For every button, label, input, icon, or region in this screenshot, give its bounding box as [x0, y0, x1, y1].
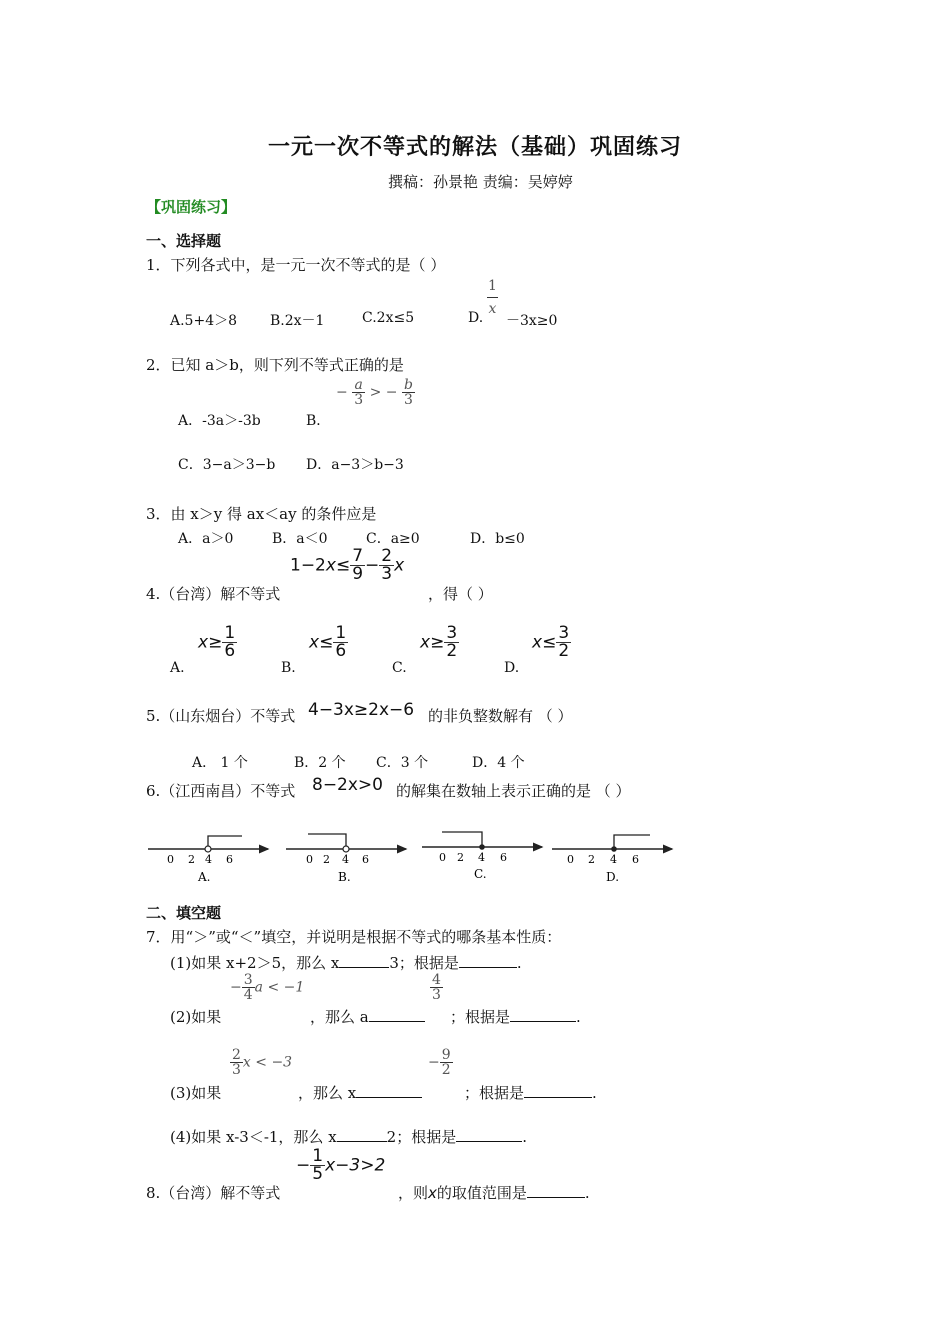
q7-s2-end — [450, 1006, 581, 1027]
q4-option-d-label: D. — [504, 660, 520, 676]
tick-label: 0 — [167, 853, 174, 866]
q4-b-op: ≤ — [319, 632, 334, 653]
q6-tail: 的解集在数轴上表示正确的是 （ ） — [396, 782, 631, 800]
tick-label: 0 — [567, 853, 574, 866]
q4-b-denominator: 6 — [335, 641, 347, 661]
q5-stem: 5.（山东烟台）不等式 — [146, 707, 296, 725]
q7-s4-text-b: 2；根据是 — [386, 1128, 457, 1146]
q8-stem: 8.（台湾）解不等式 — [146, 1184, 281, 1202]
q7-s2-numerator: 3 — [243, 972, 253, 988]
q7-s2-text-c: ；根据是 — [450, 1008, 511, 1026]
q8-tail-expression: x−3>2 — [325, 1155, 386, 1176]
q2-b-lhs-numerator: a — [354, 377, 363, 393]
q7-s2-value — [430, 973, 443, 1002]
q3-option-a: A．a＞0 — [178, 531, 234, 547]
q4-option-a-expr — [198, 625, 237, 660]
q7-s3-text: ，那么 x — [298, 1084, 357, 1102]
q7-s3-end — [464, 1082, 597, 1103]
q7-s3-period: . — [592, 1084, 597, 1102]
q8-numerator: 1 — [312, 1146, 324, 1166]
tick-label: 0 — [306, 853, 313, 866]
q2-option-b-label: B． — [306, 413, 331, 429]
tick-label: 4 — [205, 853, 212, 866]
q4-f2-numerator: 2 — [381, 546, 393, 566]
q4-eq-x: x — [325, 555, 336, 576]
tick-label: 4 — [478, 851, 485, 864]
q6-inequality: 8−2x>0 — [312, 775, 383, 795]
tick-label: 6 — [362, 853, 369, 866]
number-line-c — [422, 832, 542, 881]
q4-option-b-label: B. — [281, 660, 296, 676]
q7-s1 — [170, 952, 522, 973]
section-tag: 【巩固练习】 — [146, 198, 237, 216]
q4-c-numerator: 3 — [446, 623, 458, 643]
q7-s2-text: ，那么 a — [310, 1008, 369, 1026]
open-dot — [205, 846, 211, 852]
q5-option-c: C．3 个 — [376, 755, 429, 771]
tick-label: 2 — [457, 851, 464, 864]
q3-option-b: B．a＜0 — [272, 531, 328, 547]
q5-option-b: B．2 个 — [294, 755, 346, 771]
q5-inequality: 4−3x≥2x−6 — [308, 700, 415, 720]
q4-option-d-expr — [532, 625, 571, 660]
q7-s2-label: (2)如果 — [170, 1008, 222, 1026]
q4-option-b-expr — [309, 625, 348, 660]
q7-s3-blank[interactable] — [356, 1083, 422, 1098]
q7-s1-reason-blank[interactable] — [459, 953, 517, 968]
q7-s3-value-denominator: 2 — [441, 1062, 451, 1078]
q8-answer-blank[interactable] — [527, 1183, 585, 1198]
q8-tail2: 的取值范围是 — [436, 1184, 527, 1202]
q4-d-denominator: 2 — [558, 641, 570, 661]
q4-a-denominator: 6 — [224, 641, 236, 661]
q4-stem: 4.（台湾）解不等式 — [146, 585, 281, 603]
q3-option-c: C．a≥0 — [366, 531, 420, 547]
q3-stem: 3．由 x＞y 得 ax＜ay 的条件应是 — [146, 505, 377, 523]
q2-option-b-expression: − $\frac{a}{3}$ > − $\frac{b}{3}$ — [336, 377, 413, 408]
q8-tail: ，则 — [398, 1184, 429, 1202]
q8-var: x — [428, 1184, 437, 1202]
q2-option-d: D．a−3＞b−3 — [306, 457, 404, 473]
q8-end — [398, 1182, 590, 1203]
q1-option-d-label: D. — [468, 310, 484, 326]
tick-label: 2 — [588, 853, 595, 866]
q4-eq-left: 1−2 — [290, 555, 326, 576]
figure-label-d: D. — [606, 870, 620, 884]
q7-s3-text-c: ；根据是 — [464, 1084, 525, 1102]
page-title: 一元一次不等式的解法（基础）巩固练习 — [267, 134, 682, 160]
q2-stem: 2．已知 a＞b，则下列不等式正确的是 — [146, 356, 404, 374]
figure-label-c: C. — [474, 867, 487, 881]
number-line-b — [286, 834, 406, 884]
q4-eq-minus: − — [365, 555, 380, 576]
q4-d-op: ≤ — [542, 632, 557, 653]
q4-eq-x2: x — [394, 555, 405, 576]
q7-s3-expression — [230, 1048, 292, 1077]
number-line-a — [148, 836, 268, 884]
q7-s1-text: (1)如果 x+2＞5，那么 x — [170, 954, 340, 972]
q8-denominator: 5 — [312, 1164, 324, 1184]
q7-s3-numerator: 2 — [232, 1047, 241, 1063]
tick-label: 4 — [610, 853, 617, 866]
q7-s4-period: . — [522, 1128, 527, 1146]
q7-stem: 7．用“＞”或“＜”填空，并说明是根据不等式的哪条基本性质： — [146, 928, 562, 946]
closed-dot — [611, 846, 617, 852]
q4-c-op: ≥ — [430, 632, 445, 653]
q7-s2-reason-blank[interactable] — [510, 1007, 576, 1022]
q1-option-c: C.2x≤5 — [362, 310, 415, 326]
tick-label: 4 — [342, 853, 349, 866]
figure-label-a: A. — [198, 870, 211, 884]
q6-stem: 6.（江西南昌）不等式 — [146, 782, 296, 800]
q7-s3-mid — [298, 1082, 422, 1103]
q4-a-op: ≥ — [208, 632, 223, 653]
q1-option-d-rest: －3x≥0 — [506, 313, 558, 329]
q4-a-numerator: 1 — [224, 623, 236, 643]
q4-eq-op: ≤ — [335, 555, 351, 576]
tick-label: 6 — [226, 853, 233, 866]
q7-s2-tail: a < −1 — [254, 979, 305, 996]
q2-b-rhs-numerator: b — [403, 377, 413, 393]
q5-option-a: A． 1 个 — [192, 755, 248, 771]
q8-period: . — [584, 1184, 590, 1202]
number-line-figure — [140, 825, 680, 887]
q7-s1-blank[interactable] — [339, 953, 389, 968]
q7-s3-value-numerator: 9 — [441, 1047, 451, 1063]
q4-c-denominator: 2 — [446, 641, 458, 661]
q5-option-d: D．4 个 — [472, 755, 525, 771]
q4-a-x: x — [198, 632, 209, 653]
tick-label: 0 — [439, 851, 446, 864]
q1-option-a: A.5+4＞8 — [170, 313, 238, 329]
q4-inequality — [290, 548, 404, 583]
q7-s2-expression: − $\frac{3}{4}$ a < −1 — [230, 972, 305, 1003]
q7-s3-tail: x < −3 — [242, 1054, 293, 1071]
q7-s3-label: (3)如果 — [170, 1084, 222, 1102]
q7-s2-period: . — [576, 1008, 581, 1026]
q8-minus: − — [296, 1155, 311, 1176]
q2-b-rhs-denominator: 3 — [403, 392, 413, 408]
tick-label: 6 — [500, 851, 507, 864]
q2-option-a: A．-3a＞-3b — [178, 413, 261, 429]
closed-dot — [479, 844, 485, 850]
q4-option-c-expr — [420, 625, 459, 660]
q7-s2-mid — [310, 1006, 425, 1027]
q7-s1-text-b: 3；根据是 — [389, 954, 459, 972]
q4-d-x: x — [532, 632, 543, 653]
q4-f1-numerator: 7 — [352, 546, 364, 566]
tick-label: 6 — [632, 853, 639, 866]
q3-option-d: D．b≤0 — [470, 531, 525, 547]
open-dot — [343, 846, 349, 852]
q1-option-b: B.2x－1 — [270, 313, 325, 329]
q1-stem: 1．下列各式中，是一元一次不等式的是（ ） — [146, 256, 446, 274]
q7-s3-reason-blank[interactable] — [524, 1083, 592, 1098]
q1-d-denominator: x — [487, 297, 499, 316]
q4-option-a-label: A. — [170, 660, 185, 676]
q7-s2-value-numerator: 4 — [432, 972, 441, 988]
byline: 撰稿：孙景艳 责编：吴婷婷 — [388, 173, 573, 191]
tick-label: 2 — [323, 853, 330, 866]
q7-s4-reason-blank[interactable] — [456, 1127, 522, 1142]
q4-f2-denominator: 3 — [381, 564, 393, 584]
q7-s3-value: − $\frac{9}{2}$ — [428, 1047, 451, 1078]
q4-b-x: x — [309, 632, 320, 653]
q7-s2-blank[interactable] — [369, 1007, 425, 1022]
figure-label-b: B. — [338, 870, 351, 884]
q1-option-d-fraction — [486, 279, 499, 316]
q7-s2-value-denominator: 3 — [432, 987, 441, 1003]
part-one-heading: 一、选择题 — [146, 232, 222, 250]
number-line-d — [552, 835, 672, 884]
q5-tail: 的非负整数解有 （ ） — [428, 707, 573, 725]
tick-label: 2 — [188, 853, 195, 866]
q2-b-lhs-denominator: 3 — [354, 392, 364, 408]
q7-s3-denominator: 3 — [232, 1062, 241, 1078]
q4-f1-denominator: 9 — [352, 564, 364, 584]
q7-s4 — [170, 1126, 527, 1147]
q1-d-numerator: 1 — [488, 278, 497, 294]
part-two-heading: 二、填空题 — [146, 904, 222, 922]
q7-s4-text: (4)如果 x-3＜-1，那么 x — [170, 1128, 337, 1146]
q4-option-c-label: C. — [392, 660, 407, 676]
q2-option-c: C．3−a＞3−b — [178, 457, 276, 473]
q7-s2-denominator: 4 — [243, 987, 253, 1003]
q4-b-numerator: 1 — [335, 623, 347, 643]
q4-tail: ，得（ ） — [428, 585, 493, 603]
q4-d-numerator: 3 — [558, 623, 570, 643]
q7-s4-blank[interactable] — [337, 1127, 387, 1142]
q8-inequality — [296, 1148, 385, 1183]
q4-c-x: x — [420, 632, 431, 653]
q7-s1-period: . — [516, 954, 522, 972]
